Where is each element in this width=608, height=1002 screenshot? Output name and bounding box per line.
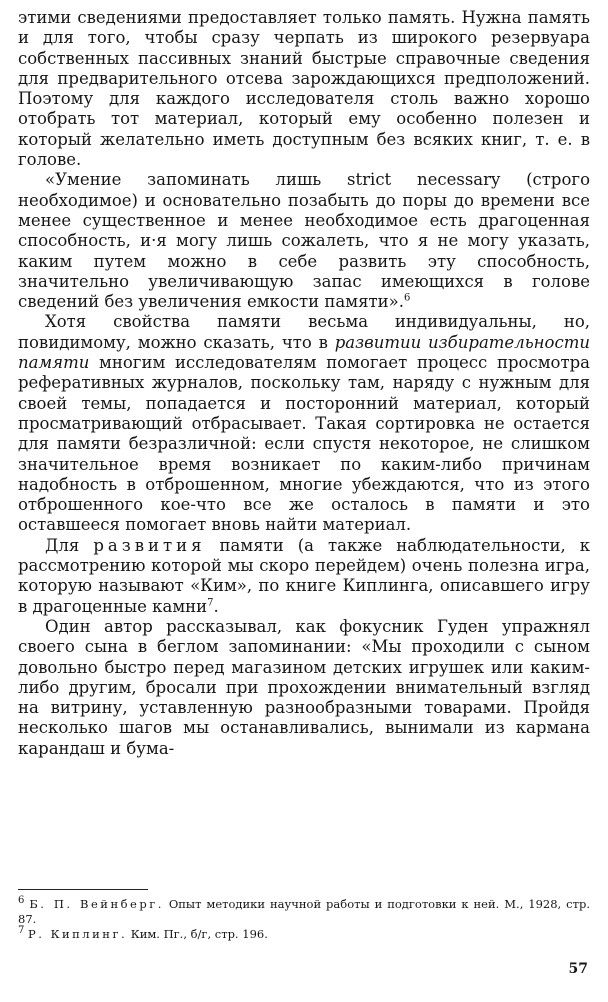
paragraph-2: «Умение запоминать лишь strict necessary (строго необходимое) и основательно позабыть до поры до времени все менее существенное и менее необходимое есть драгоценная способность, и·я могу лишь сожалеть, что я не могу указать, каким путем можно в себе развить эту способность, значительно увеличивающую запас имеющихся в голове сведений без увеличения емкости памяти».$^6$ [18,170,590,312]
footnote-6-mark: 6 [18,895,25,907]
footnote-7 [18,927,590,942]
quote-text: «Умение запоминать лишь strict necessary (строго необходимое) и основательно позабыть до поры до времени все менее существенное и менее необходимое есть драгоценная способность, и·я могу лишь сожалеть, что я не могу указать, каким путем можно в себе развить эту способность, значительно увеличивающую запас имеющихся в голове сведений без увеличения емкости памяти» [18,170,590,312]
footnote-7-mark: 7 [18,925,25,937]
paragraph-4-start: Для [45,535,80,555]
footnote-divider [18,889,148,890]
paragraph-3-rest: многим исследователям помогает процесс просмотра реферативных журналов, поскольку там, наряду с нужным для своей темы, попадается и посторонний материал, который просматривающий отбрасывает. Такая сортировка не остается для памяти безразличной: если спустя некоторое, не слишком значительное время возникает по каким-либо причинам надобность в отброшенном, многие убеждаются, что из этого отброшенного кое-что все же осталось в памяти и это оставшееся помогает вновь найти материал. [18,353,590,535]
footnote-6-author: Б. П. Вейнберг. [29,897,164,911]
spaced-word: развития [93,535,206,555]
footnote-mark-7: 7 [207,597,214,609]
italic-phrase: развитии избирательности памяти [18,332,590,373]
paragraph-1: этими сведениями предоставляет только память. Нужна память и для того, чтобы сразу черпать из широкого резервуара собственных пассивных знаний быстрые справочные сведения для предварительного отсева зарождающихся предположений. Поэтому для каждого исследователя столь важно хорошо отобрать тот материал, который ему особенно полезен и который желательно иметь доступным без всяких книг, т. е. в голове. [18,8,590,170]
footnote-6-text: Опыт методики научной работы и подготовки к ней. М., 1928, стр. 87. [18,897,590,926]
footnote-7-author: Р. Киплинг. [28,927,128,941]
footnote-mark-6: 6 [403,292,411,304]
page-body [18,8,590,759]
paragraph-4-rest: памяти (а также наблюдательности, к рассмотрению которой мы скоро перейдем) очень полезна игра, которую называют «Ким», по книге Киплинга, описавшего игру в драгоценные камни [18,535,591,616]
page-number: 57 [568,961,588,977]
paragraph-5: Один автор рассказывал, как фокусник Гуден упражнял своего сына в беглом запоминании: «Мы проходили с сыном довольно быстро перед магазином детских игрушек или каким-либо другим, бросали при прохождении внимательный взгляд на витрину, уставленную разнообразными товарами. Пройдя несколько шагов мы останавливались, вынимали из кармана карандаш и бума- [18,616,590,758]
footnotes [18,897,590,942]
footnote-7-text: Ким. Пг., б/г, стр. 196. [130,927,268,941]
paragraph-3-start: Хотя свойства памяти весьма индивидуальны, но, повидимому, можно сказать, что в [18,312,590,352]
paragraph-4: Для развития памяти (а также наблюдательности, к рассмотрению которой мы скоро перейдем) очень полезна игра, которую называют «Ким», по книге Киплинга, описавшего игру в драгоценные камни$^7$. [18,535,591,616]
paragraph-3 [18,312,590,535]
footnote-6 [18,897,590,927]
